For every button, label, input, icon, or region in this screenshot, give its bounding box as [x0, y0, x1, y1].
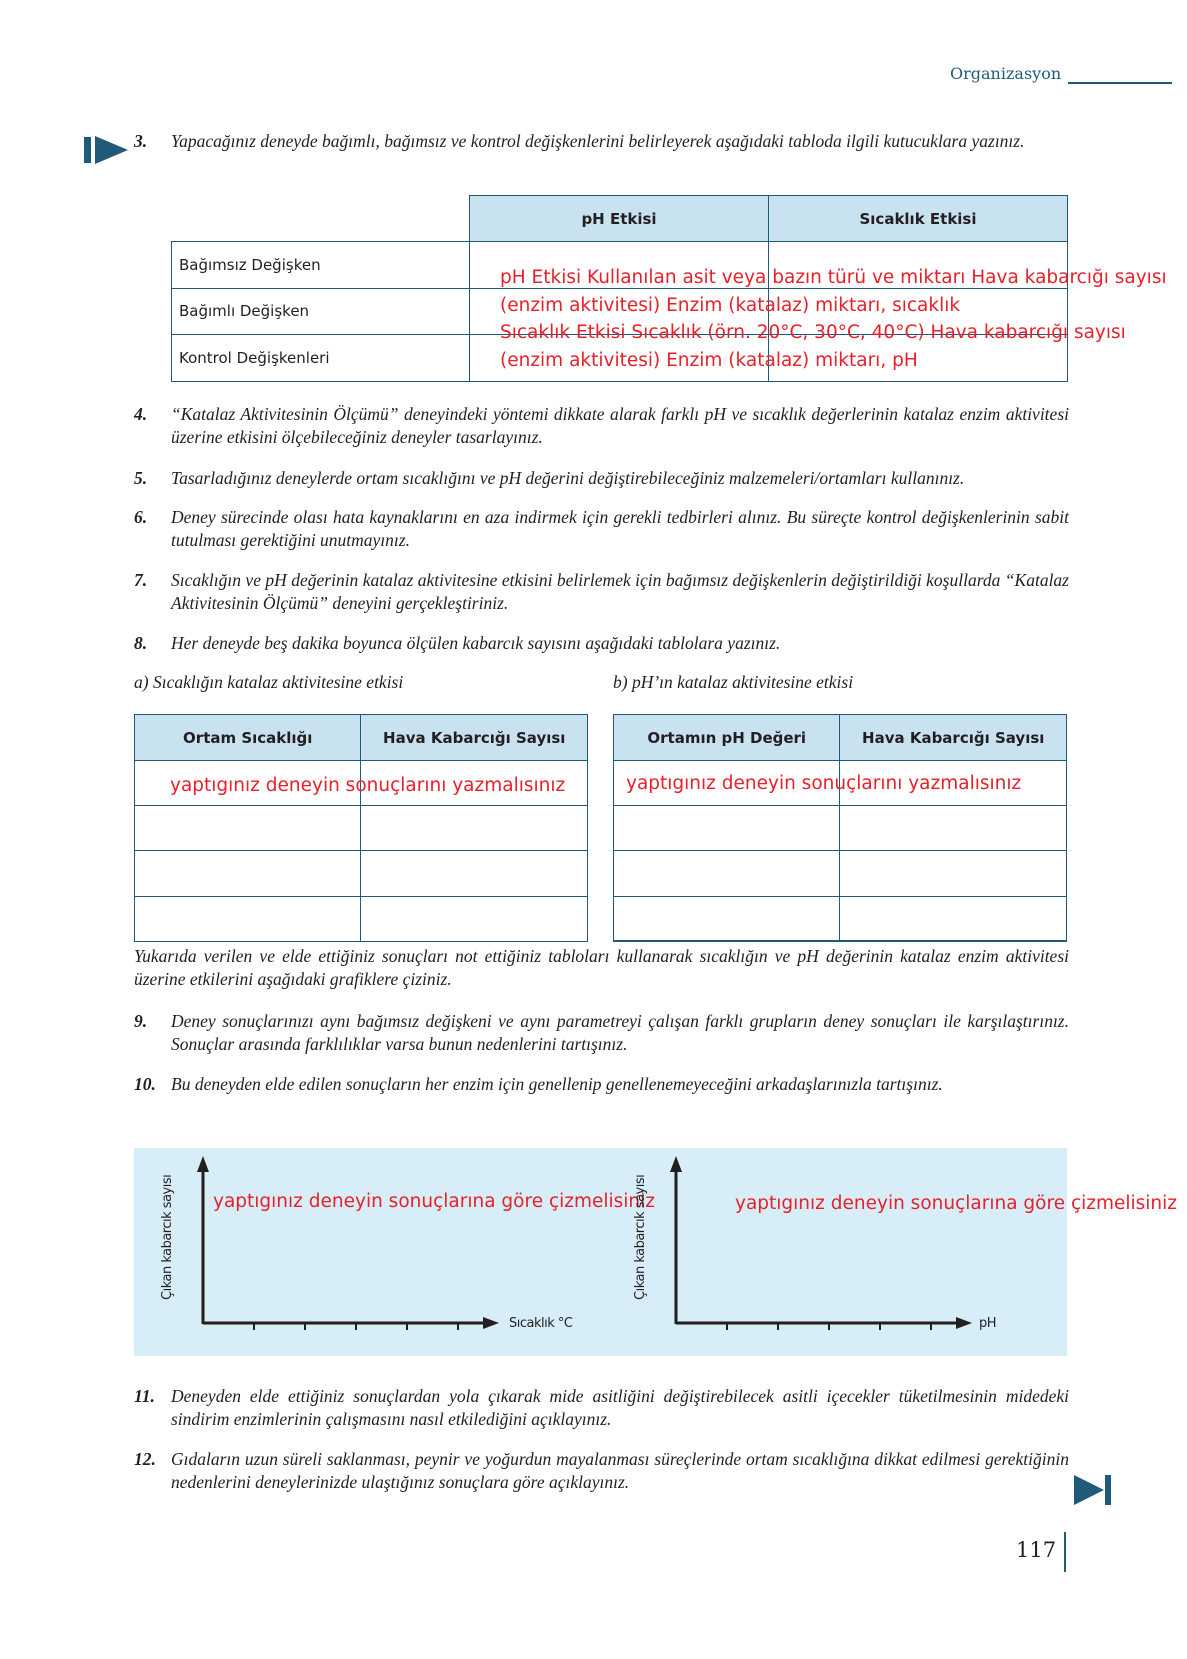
cell-input[interactable] [135, 806, 361, 851]
answer-annotation-line-2: (enzim aktivitesi) Enzim (katalaz) miktarı, sıcaklık [500, 295, 961, 316]
cell-input[interactable] [840, 896, 1067, 941]
question-11: 11. Deneyden elde ettiğiniz sonuçlardan yola çıkarak mide asitliğini değiştirebilecek asitli içecekler tüketilmesinin midedeki sindirim enzimlerinin çalışmasını nasıl etkilediğini açıklayınız. [134, 1386, 1069, 1429]
ph-graph-y-label: Çıkan kabarcık sayısı [633, 1174, 648, 1300]
cell-input[interactable] [614, 851, 840, 896]
column-header-ph: pH Etkisi [470, 196, 769, 242]
cell-input[interactable] [135, 896, 361, 941]
column-header-temperature: Ortam Sıcaklığı [135, 715, 361, 761]
graph-instruction: Yukarıda verilen ve elde ettiğiniz sonuçları not ettiğiniz tabloları kullanarak sıcaklığın ve pH değerinin katalaz enzim aktivitesi üzerine etkilerini aşağıdaki grafiklere çiziniz. [134, 946, 1069, 989]
question-7: 7. Sıcaklığın ve pH değerinin katalaz aktivitesine etkisini belirlemek için bağımsız değişkenlerin değiştirildiği koşullarda “Katalaz Aktivitesinin Ölçümü” deneyini gerçekleştiriniz. [134, 570, 1069, 613]
question-8: 8. Her deneyde beş dakika boyunca ölçülen kabarcık sayısını aşağıdaki tablolara yazınız. [134, 633, 781, 653]
ph-graph-x-label: pH [979, 1316, 997, 1331]
question-4: 4. “Katalaz Aktivitesinin Ölçümü” deneyindeki yöntemi dikkate alarak farklı pH ve sıcaklık değerlerinin katalaz enzim aktivitesi üzerine etkisini ölçebileceğiniz deneyler tasarlayınız. [134, 404, 1069, 447]
temperature-graph-y-label: Çıkan kabarcık sayısı [160, 1174, 175, 1300]
question-6: 6. Deney sürecinde olası hata kaynaklarını en aza indirmek için gerekli tedbirleri alınız. Bu süreçte kontrol değişkenlerinin sabit tutulması gerektiğini unutmayınız. [134, 507, 1069, 550]
cell-input[interactable] [614, 896, 840, 941]
temperature-graph-annotation: yaptıgınız deneyin sonuçlarına göre çizmelisiniz [213, 1191, 656, 1212]
cell-input[interactable] [840, 851, 1067, 896]
section-start-marker-icon [84, 135, 130, 165]
ph-results-table [613, 714, 1067, 942]
answer-annotation-line-4: (enzim aktivitesi) Enzim (katalaz) miktarı, pH [500, 350, 918, 371]
table-b-annotation: yaptıgınız deneyin sonuçlarını yazmalısınız [626, 773, 1022, 794]
column-header-bubble-count: Hava Kabarcığı Sayısı [840, 715, 1067, 761]
answer-annotation-line-1: pH Etkisi Kullanılan asit veya bazın türü ve miktarı Hava kabarcığı sayısı [500, 267, 1167, 288]
question-10: 10. Bu deneyden elde edilen sonuçların her enzim için genellenip genellenemeyeceğini arkadaşlarınızla tartışınız. [134, 1074, 943, 1094]
page-number-rule [1064, 1532, 1066, 1572]
question-3: 3. Yapacağınız deneyde bağımlı, bağımsız ve kontrol değişkenlerini belirleyerek aşağıdaki tabloda ilgili kutucuklara yazınız. [134, 131, 1025, 151]
question-12: 12. Gıdaların uzun süreli saklanması, peynir ve yoğurdun mayalanması süreçlerinde ortam sıcaklığına dikkat edilmesi gerektiğinin nedenlerini deneylerinizde ulaştığınız sonuçlara göre açıklayınız. [134, 1449, 1069, 1492]
cell-input[interactable] [840, 806, 1067, 851]
answer-annotation-line-3: Sıcaklık Etkisi Sıcaklık (örn. 20°C, 30°C, 40°C) Hava kabarcığı sayısı [500, 322, 1126, 343]
section-end-marker-icon [1074, 1474, 1112, 1506]
ph-graph-annotation: yaptıgınız deneyin sonuçlarına göre çizmelisiniz [735, 1193, 1178, 1214]
cell-input[interactable] [361, 851, 588, 896]
page-number: 117 [1016, 1538, 1057, 1562]
temperature-graph-axes[interactable] [134, 1148, 1067, 1356]
temperature-results-table [134, 714, 588, 942]
cell-input[interactable] [614, 806, 840, 851]
row-label-control: Kontrol Değişkenleri [172, 335, 470, 382]
temperature-graph-x-label: Sıcaklık °C [509, 1316, 573, 1331]
cell-input[interactable] [135, 851, 361, 896]
header-rule [1068, 82, 1172, 84]
table-b-label: b) pH’ın katalaz aktivitesine etkisi [613, 672, 854, 692]
row-label-dependent: Bağımlı Değişken [172, 288, 470, 335]
section-title: Organizasyon [950, 64, 1062, 83]
row-label-independent: Bağımsız Değişken [172, 242, 470, 289]
cell-input[interactable] [361, 806, 588, 851]
column-header-bubble-count: Hava Kabarcığı Sayısı [361, 715, 588, 761]
cell-input[interactable] [361, 896, 588, 941]
column-header-temperature: Sıcaklık Etkisi [769, 196, 1068, 242]
table-a-label: a) Sıcaklığın katalaz aktivitesine etkisi [134, 672, 404, 692]
question-9: 9. Deney sonuçlarınızı aynı bağımsız değişkeni ve aynı parametreyi çalışan farklı grupların deney sonuçları ile karşılaştırınız. Sonuçlar arasında farklılıklar varsa bunun nedenlerini tartışınız. [134, 1011, 1069, 1054]
column-header-ph-value: Ortamın pH Değeri [614, 715, 840, 761]
table-a-annotation: yaptıgınız deneyin sonuçlarını yazmalısınız [170, 775, 566, 796]
question-5: 5. Tasarladığınız deneylerde ortam sıcaklığını ve pH değerini değiştirebileceğiniz malzemeleri/ortamları kullanınız. [134, 468, 965, 488]
